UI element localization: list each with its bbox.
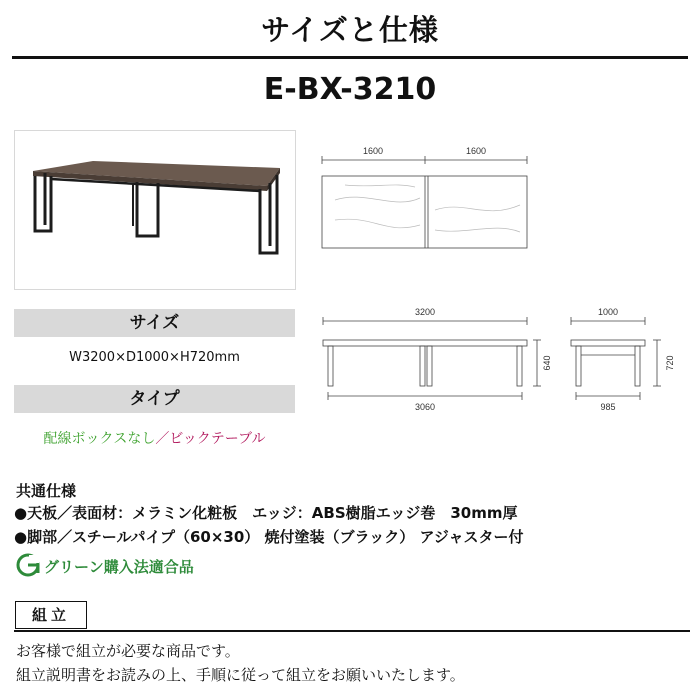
- dim-side-inner: 985: [600, 402, 616, 412]
- page-title: サイズと仕様: [261, 13, 439, 47]
- type-heading: タイプ: [14, 385, 295, 413]
- assembly-note-1: お客様で組立が必要な商品です。: [16, 642, 240, 660]
- model-number: E-BX-3210: [263, 72, 437, 107]
- assembly-label: 組立: [15, 601, 87, 629]
- type-no-wiring-box: 配線ボックスなし: [43, 431, 156, 447]
- type-value: [14, 428, 295, 448]
- dim-side-height: 720: [665, 355, 675, 371]
- leg-middle: [137, 182, 158, 236]
- dim-front-height: 640: [542, 355, 552, 371]
- side-view-drawing: [565, 305, 695, 415]
- top-view-drawing: [315, 140, 535, 250]
- assembly-note-2: 組立説明書をお読みの上、手順に従って組立をお願いいたします。: [16, 666, 465, 684]
- leg-left: [35, 176, 51, 231]
- dim-front-inner: 3060: [414, 402, 436, 412]
- spec-legs: ●脚部／スチールパイプ（60×30） 焼付塗装（ブラック） アジャスター付: [14, 528, 524, 546]
- green-purchase-icon: [16, 553, 40, 577]
- type-separator: ／: [155, 431, 170, 447]
- size-value: W3200×D1000×H720mm: [69, 350, 240, 365]
- title-divider: [12, 56, 688, 59]
- spec-tabletop: ●天板／表面材：メラミン化粧板 エッジ：ABS樹脂エッジ巻 30mm厚: [14, 504, 518, 522]
- dim-top-right: 1600: [465, 146, 487, 156]
- dim-top-left: 1600: [362, 146, 384, 156]
- green-purchase-label: グリーン購入法適合品: [44, 558, 194, 576]
- assembly-divider: [14, 630, 690, 632]
- dim-front-width: 3200: [414, 307, 436, 317]
- table-illustration: [15, 131, 295, 289]
- common-spec-title: 共通仕様: [16, 482, 77, 500]
- dim-side-depth: 1000: [597, 307, 619, 317]
- type-big-table: ビックテーブル: [169, 431, 266, 447]
- product-image: [14, 130, 296, 290]
- wood-grain: [335, 185, 520, 232]
- size-heading: サイズ: [14, 309, 295, 337]
- front-view-drawing: [315, 305, 555, 415]
